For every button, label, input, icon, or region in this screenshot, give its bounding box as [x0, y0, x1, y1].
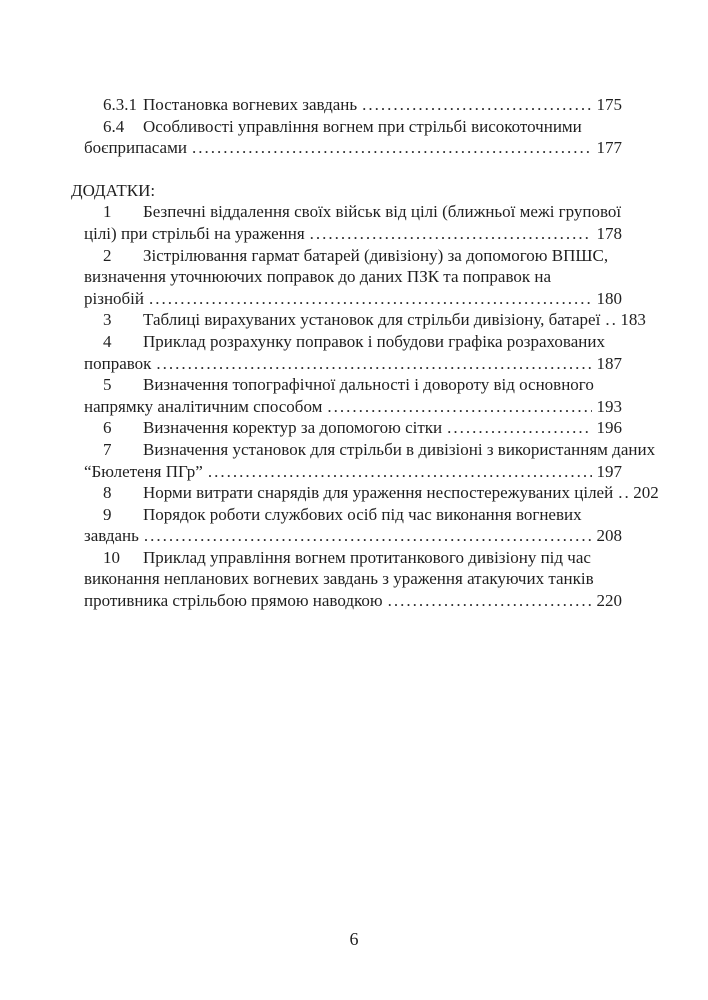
toc-page-number: 183 [620, 310, 646, 330]
toc-line [71, 482, 659, 504]
toc-line [71, 288, 622, 310]
toc-line-text: напрямку аналітичним способом [84, 396, 323, 416]
toc-line-text: Визначення установок для стрільби в дивізіоні з використанням даних [143, 439, 656, 459]
toc-line-text: Таблиці вирахуваних установок для стрільби дивізіону, батареї [143, 310, 601, 330]
toc-entry-number: 10 [103, 547, 120, 567]
toc-line [71, 331, 622, 353]
toc-entry-number: 5 [103, 375, 112, 395]
dot-leader [192, 137, 592, 159]
toc-entry-number: 2 [103, 245, 112, 265]
toc-line-text: Особливості управління вогнем при стрільбі високоточними [143, 116, 582, 136]
toc-line [71, 309, 646, 331]
toc-line-text: ДОДАТКИ: [71, 180, 156, 200]
toc-line [71, 396, 622, 418]
toc-page-number: 175 [596, 95, 622, 114]
toc-line-text: завдань [84, 526, 139, 546]
toc-page-number: 202 [633, 483, 659, 503]
toc-entry-number: 9 [103, 504, 112, 524]
toc-line [71, 504, 622, 526]
toc-page-number: 208 [596, 526, 622, 546]
toc-entry-number: 6.3.1 [103, 95, 137, 114]
toc-line [71, 547, 622, 569]
toc-line [71, 461, 622, 483]
toc-line [71, 374, 622, 396]
toc-page-number: 180 [596, 288, 622, 308]
toc-line-text: Порядок роботи службових осіб під час виконання вогневих [143, 504, 582, 524]
toc [71, 94, 659, 612]
toc-line [71, 525, 622, 547]
dot-leader [362, 94, 591, 116]
toc-line [71, 94, 622, 116]
dot-leader [388, 590, 592, 612]
toc-line-text: різнобій [84, 288, 145, 308]
toc-line [71, 590, 622, 612]
toc-line-text: Постановка вогневих завдань [143, 95, 358, 114]
dot-leader [144, 525, 592, 547]
toc-line [71, 568, 622, 590]
dot-leader [618, 482, 628, 504]
toc-entry-number: 6.4 [103, 116, 125, 136]
toc-line-text: Норми витрати снарядів для ураження неспостережуваних цілей [143, 483, 614, 503]
toc-page-number: 196 [596, 418, 622, 438]
toc-entry-number: 3 [103, 310, 112, 330]
toc-line-text: “Бюлетеня ПГр” [84, 461, 203, 481]
toc-entry-number: 1 [103, 202, 112, 222]
toc-line [71, 223, 622, 245]
toc-line [71, 137, 622, 159]
toc-line-text: Визначення топографічної дальності і довороту від основного [143, 375, 594, 395]
toc-entry-number: 4 [103, 331, 112, 351]
toc-entry-number: 7 [103, 439, 112, 459]
dot-leader [327, 396, 591, 418]
toc-line-text: цілі) при стрільбі на ураження [84, 223, 305, 243]
toc-line-text: боєприпасами [84, 138, 187, 158]
dot-leader [605, 309, 615, 331]
toc-line [71, 245, 622, 267]
toc-line-text: Зістрілювання гармат батарей (дивізіону) за допомогою ВПШС, [143, 245, 609, 265]
toc-line-text: противника стрільбою прямою наводкою [84, 591, 383, 611]
dot-leader [310, 223, 592, 245]
toc-line [71, 417, 622, 439]
toc-section-label [71, 180, 622, 202]
toc-page-number: 220 [596, 591, 622, 611]
toc-line-text: Приклад управління вогнем протитанкового дивізіону під час [143, 547, 591, 567]
toc-page-number: 197 [596, 461, 622, 481]
dot-leader [208, 461, 592, 483]
toc-page-number: 178 [596, 223, 622, 243]
toc-line-text: поправок [84, 353, 152, 373]
toc-line-text: Визначення коректур за допомогою сітки [143, 418, 443, 438]
toc-entry-number: 8 [103, 483, 112, 503]
dot-leader [447, 417, 591, 439]
toc-page-number: 187 [596, 353, 622, 373]
toc-line [71, 439, 656, 461]
toc-page-number: 193 [596, 396, 622, 416]
page-number: 6 [349, 929, 359, 949]
dot-leader [156, 353, 591, 375]
toc-line [71, 266, 622, 288]
dot-leader [149, 288, 591, 310]
toc-page-number: 177 [596, 138, 622, 158]
toc-line-text: Приклад розрахунку поправок і побудови графіка розрахованих [143, 331, 605, 351]
toc-line-text: визначення уточнюючих поправок до даних ПЗК та поправок на [84, 267, 552, 287]
toc-line-text: виконання непланових вогневих завдань з ураження атакуючих танків [84, 569, 594, 589]
toc-line-text: Безпечні віддалення своїх військ від цілі (ближньої межі групової [143, 202, 622, 222]
page-footer [0, 928, 708, 950]
toc-entry-number: 6 [103, 418, 112, 438]
toc-line [71, 116, 622, 138]
toc-line [71, 201, 622, 223]
toc-line [71, 353, 622, 375]
